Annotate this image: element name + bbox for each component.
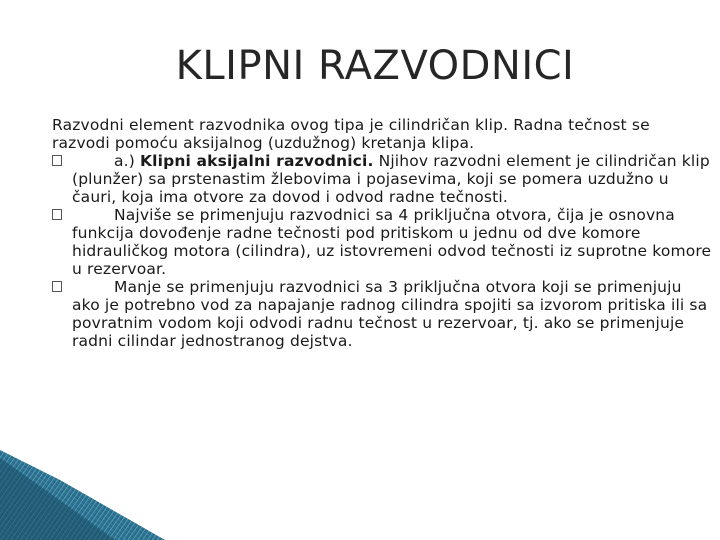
item-text: Najviše se primenjuju razvodnici sa 4 priključna otvora, čija je osnovna funkcija dovođenje radne tečnosti pod pritiskom u jednu od dve komore hidrauličkog motora (cilindra), uz istovremeni odvod tečnosti iz suprotne komore u rezervoar. — [72, 206, 712, 278]
square-bullet-icon — [52, 155, 62, 166]
list-item — [52, 206, 712, 278]
intro-paragraph: Razvodni element razvodnika ovog tipa je cilindričan klip. Radna tečnost se razvodi pomoću aksijalnog (uzdužnog) kretanja klipa. — [52, 116, 650, 152]
slide-title: KLIPNI RAZVODNICI — [175, 43, 575, 89]
item-text: Manje se primenjuju razvodnici sa 3 priključna otvora koji se primenjuju ako je potrebno vod za napajanje radnog cilindra spojiti sa izvorom pritiska ili sa povratnim vodom koji odvodi radnu tečnost u rezervoar, tj. ako se primenjuje radni cilindar jednostranog dejstva. — [72, 278, 708, 350]
item-text: Njihov razvodni element je cilindričan klip (plunžer) sa prstenastim žlebovima i pojasevima, koji se pomera uzdužno u čauri, koja ima otvore za dovod i odvod radne tečnosti. — [72, 152, 710, 206]
item-prefix: a.) — [114, 152, 140, 170]
slide-body — [52, 116, 712, 350]
list-item — [52, 278, 712, 350]
square-bullet-icon — [52, 281, 62, 292]
square-bullet-icon — [52, 209, 62, 220]
corner-decoration — [0, 450, 170, 540]
list-item — [52, 152, 712, 206]
item-bold-text: Klipni aksijalni razvodnici. — [140, 152, 374, 170]
